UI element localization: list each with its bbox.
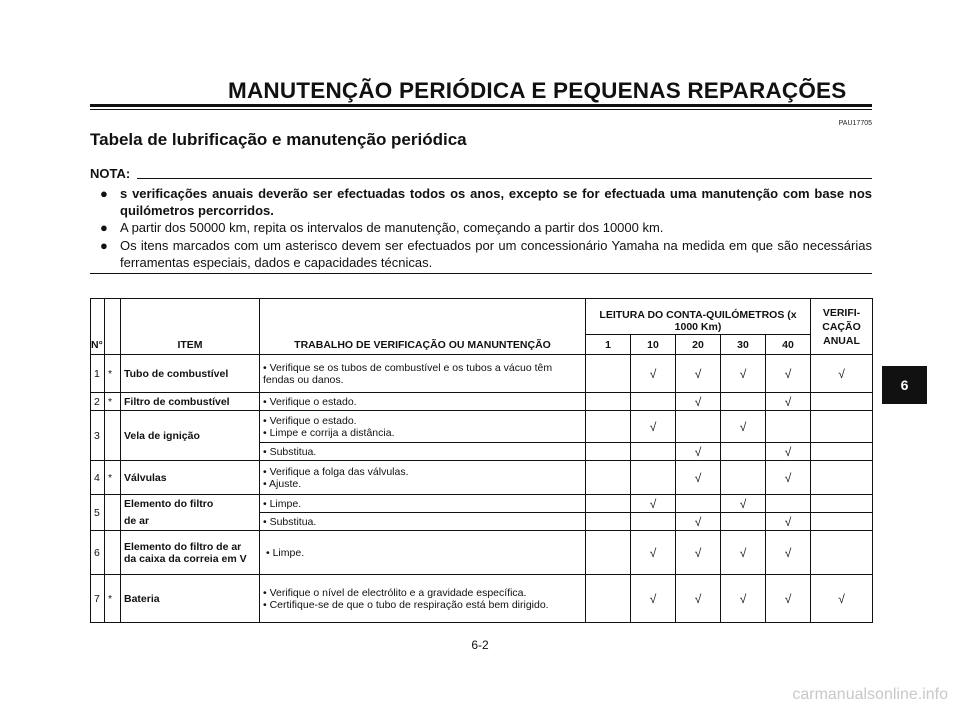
- header-item: ITEM: [121, 299, 260, 355]
- header-interval: 30: [721, 335, 766, 355]
- check-cell: [586, 531, 631, 575]
- header-no: N°: [91, 299, 105, 355]
- page-title: MANUTENÇÃO PERIÓDICA E PEQUENAS REPARAÇÕES: [228, 78, 847, 103]
- title-rule: [90, 104, 872, 107]
- header-work: TRABALHO DE VERIFICAÇÃO OU MANUNTENÇÃO: [260, 299, 586, 355]
- check-cell: [631, 393, 676, 411]
- check-cell: √: [721, 495, 766, 513]
- row-number: 7: [91, 575, 105, 623]
- header-interval: 1: [586, 335, 631, 355]
- title-rule-thin: [90, 109, 872, 110]
- row-work: • Substitua.: [260, 513, 586, 531]
- table-row: [91, 513, 873, 531]
- check-cell: [586, 355, 631, 393]
- annual-check-cell: [811, 443, 873, 461]
- row-star: *: [105, 575, 121, 623]
- table-row: [91, 575, 873, 623]
- check-cell: √: [766, 461, 811, 495]
- check-cell: √: [766, 355, 811, 393]
- row-item: Válvulas: [121, 461, 260, 495]
- check-cell: √: [766, 531, 811, 575]
- check-cell: √: [631, 495, 676, 513]
- row-star: [105, 531, 121, 575]
- row-number: 5: [91, 495, 105, 531]
- check-cell: [721, 461, 766, 495]
- check-cell: [631, 443, 676, 461]
- row-work: • Verifique a folga das válvulas. • Ajuste.: [260, 461, 586, 495]
- row-work: • Limpe.: [260, 531, 586, 575]
- check-cell: [586, 443, 631, 461]
- row-work: • Verifique o estado.: [260, 393, 586, 411]
- table-row: [91, 355, 873, 393]
- note-bullet-text: A partir dos 50000 km, repita os intervalos de manutenção, começando a partir dos 10000 km.: [120, 220, 664, 235]
- check-cell: √: [631, 411, 676, 443]
- check-cell: √: [676, 393, 721, 411]
- row-work: • Limpe.: [260, 495, 586, 513]
- check-cell: √: [766, 575, 811, 623]
- check-cell: √: [766, 513, 811, 531]
- row-number: 6: [91, 531, 105, 575]
- row-number: 2: [91, 393, 105, 411]
- watermark: carmanualsonline.info: [792, 686, 948, 703]
- note-bullet-text: s verificações anuais deverão ser efectuadas todos os anos, excepto se for efectuada uma manutenção com base nos quilómetros percorridos.: [120, 186, 872, 218]
- check-cell: √: [631, 355, 676, 393]
- header-interval: 40: [766, 335, 811, 355]
- check-cell: √: [766, 443, 811, 461]
- annual-check-cell: [811, 513, 873, 531]
- row-star: *: [105, 393, 121, 411]
- header-interval: 10: [631, 335, 676, 355]
- check-cell: [586, 495, 631, 513]
- check-cell: √: [721, 355, 766, 393]
- document-code: PAU17705: [838, 120, 872, 127]
- check-cell: [586, 575, 631, 623]
- row-work: • Substitua.: [260, 443, 586, 461]
- check-cell: √: [676, 575, 721, 623]
- bullet-icon: ●: [100, 238, 108, 253]
- check-cell: [676, 495, 721, 513]
- check-cell: √: [721, 531, 766, 575]
- check-cell: √: [631, 575, 676, 623]
- check-cell: [586, 513, 631, 531]
- annual-check-cell: √: [811, 355, 873, 393]
- note-end-rule: [90, 273, 872, 274]
- chapter-tab: 6: [882, 366, 927, 404]
- annual-check-cell: [811, 461, 873, 495]
- check-cell: [631, 513, 676, 531]
- bullet-icon: ●: [100, 186, 108, 201]
- row-work: • Verifique se os tubos de combustível e os tubos a vácuo têm fendas ou danos.: [260, 355, 586, 393]
- row-star: [105, 495, 121, 531]
- check-cell: [721, 513, 766, 531]
- row-star: [105, 411, 121, 461]
- section-heading: Tabela de lubrificação e manutenção periódica: [90, 130, 467, 149]
- table-row: [91, 461, 873, 495]
- row-work: • Verifique o estado. • Limpe e corrija a distância.: [260, 411, 586, 443]
- check-cell: [586, 411, 631, 443]
- check-cell: √: [721, 575, 766, 623]
- row-item: de ar: [121, 513, 260, 531]
- note-bullet-text: Os itens marcados com um asterisco devem ser efectuados por um concessionário Yamaha na medida em que são necessárias ferramentas especiais, dados e capacidades técnicas.: [120, 238, 872, 270]
- row-item: Vela de ignição: [121, 411, 260, 461]
- header-annual: VERIFI- CAÇÃO ANUAL: [811, 299, 873, 355]
- check-cell: √: [676, 513, 721, 531]
- header-interval: 20: [676, 335, 721, 355]
- note-rule: [137, 178, 872, 179]
- table-row: [91, 531, 873, 575]
- check-cell: √: [676, 461, 721, 495]
- check-cell: [766, 495, 811, 513]
- annual-check-cell: [811, 393, 873, 411]
- header-odometer: LEITURA DO CONTA-QUILÓMETROS (x 1000 Km): [586, 299, 811, 335]
- check-cell: √: [676, 531, 721, 575]
- row-number: 4: [91, 461, 105, 495]
- note-bullet-1: [100, 185, 872, 219]
- check-cell: [586, 393, 631, 411]
- check-cell: [721, 443, 766, 461]
- annual-check-cell: √: [811, 575, 873, 623]
- header-star: [105, 299, 121, 355]
- check-cell: √: [676, 355, 721, 393]
- check-cell: [676, 411, 721, 443]
- row-work: • Verifique o nível de electrólito e a gravidade específica. • Certifique-se de que o tubo de respiração está bem dirigido.: [260, 575, 586, 623]
- check-cell: √: [631, 531, 676, 575]
- check-cell: √: [676, 443, 721, 461]
- check-cell: [766, 411, 811, 443]
- bullet-icon: ●: [100, 220, 108, 235]
- row-star: *: [105, 461, 121, 495]
- table-row: [91, 411, 873, 443]
- row-number: 1: [91, 355, 105, 393]
- row-star: *: [105, 355, 121, 393]
- row-item: Elemento do filtro de ar da caixa da correia em V: [121, 531, 260, 575]
- note-label: NOTA:: [90, 166, 131, 181]
- annual-check-cell: [811, 531, 873, 575]
- check-cell: √: [766, 393, 811, 411]
- note-bullet-3: [100, 237, 872, 271]
- annual-check-cell: [811, 495, 873, 513]
- row-item: Tubo de combustível: [121, 355, 260, 393]
- table-row: [91, 393, 873, 411]
- check-cell: √: [721, 411, 766, 443]
- maintenance-table: [90, 298, 873, 623]
- check-cell: [586, 461, 631, 495]
- check-cell: [631, 461, 676, 495]
- row-item: Bateria: [121, 575, 260, 623]
- check-cell: [721, 393, 766, 411]
- note-bullet-2: [100, 219, 872, 236]
- row-item: Elemento do filtro: [121, 495, 260, 513]
- annual-check-cell: [811, 411, 873, 443]
- row-item: Filtro de combustível: [121, 393, 260, 411]
- table-row: [91, 495, 873, 513]
- row-number: 3: [91, 411, 105, 461]
- page-number: 6-2: [471, 638, 489, 652]
